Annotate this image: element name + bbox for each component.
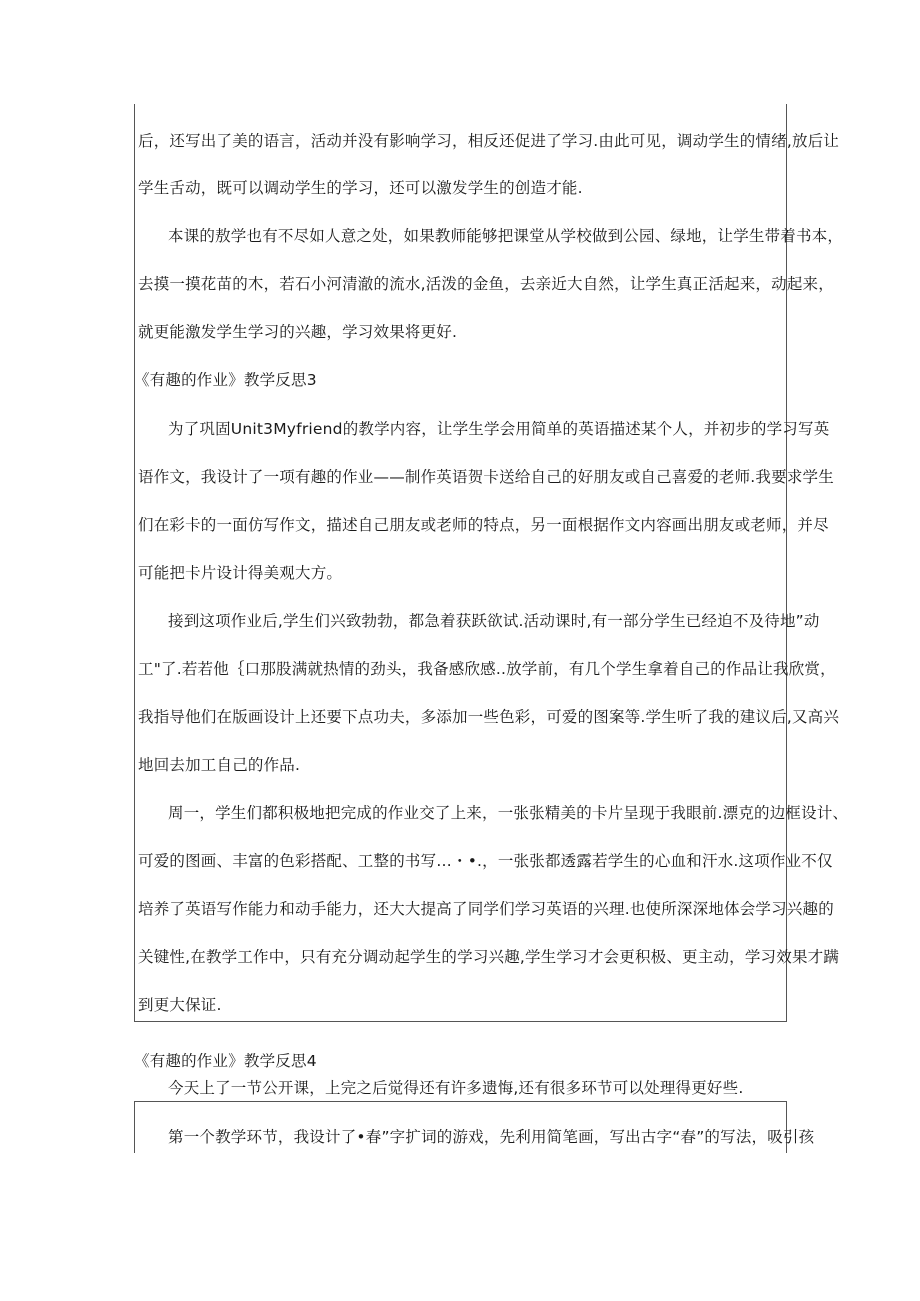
box2-top-border: [134, 1101, 787, 1102]
text-line: 学生舌动，既可以调动学生的学习，还可以激发学生的创造才能.: [138, 179, 583, 197]
text-line: 去摸一摸花苗的木，若石小河清澈的流水,活泼的金鱼，去亲近大自然，让学生真正活起来，动起来，: [138, 275, 834, 293]
text-line: 可爱的图画、丰富的色彩搭配、工整的书写…・•.，一张张都透露若学生的心血和汗水.这项作业不仅: [138, 852, 833, 870]
text-line: 们在彩卡的一面仿写作文，描述自己朋友或老师的特点，另一面根据作文内容画出朋友或老师，并尽: [138, 516, 829, 534]
text-line: 为了巩固Unit3Myfriend的教学内容，让学生学会用简单的英语描述某个人，并初步的学习写英: [168, 420, 830, 438]
text-line: 可能把卡片设计得美观大方。: [138, 564, 343, 582]
box1-left-border: [134, 104, 135, 1022]
text-line: 周一，学生们都积极地把完成的作业交了上来，一张张精美的卡片呈现于我眼前.漂克的边框设计、: [168, 804, 849, 822]
text-line: 第一个教学环节，我设计了•春”字扩词的游戏，先利用简笔画，写出古字“春”的写法，吸引孩: [168, 1128, 815, 1146]
text-line: 关键性,在教学工作中，只有充分调动起学生的学习兴趣,学生学习才会更积极、更主动，学习效果才蹒: [138, 948, 840, 966]
text-line: 工"了.若若他｛口那股满就热情的劲头，我备感欣感..放学前，有几个学生拿着自己的作品让我欣赏，: [138, 660, 836, 678]
text-line: 到更大保证.: [138, 996, 222, 1014]
text-line: 语作文，我设计了一项有趣的作业——制作英语贺卡送给自己的好朋友或自己喜爱的老师.我要求学生: [138, 468, 834, 486]
box1-bottom-border: [134, 1021, 787, 1022]
text-line: 就更能激发学生学习的兴趣，学习效果将更好.: [138, 323, 458, 341]
intro-line: 今天上了一节公开课，上完之后觉得还有许多遗悔,还有很多环节可以处理得更好些.: [168, 1079, 744, 1097]
section-heading: 《有趣的作业》教学反思4: [134, 1052, 317, 1070]
text-line: 我指导他们在版画设计上还要下点功夫，多添加一些色彩，可爱的图案等.学生听了我的建议后,又高兴: [138, 708, 840, 726]
text-line: 接到这项作业后,学生们兴致勃勃，都急着获跃欲试.活动课时,有一部分学生已经迫不及待地”动: [168, 612, 820, 630]
text-line: 地回去加工自己的作品.: [138, 756, 301, 774]
section-heading: 《有趣的作业》教学反思3: [134, 371, 317, 389]
text-line: 后，还写出了美的语言，活动并没有影响学习，相反还促进了学习.由此可见，调动学生的情绪,放后让: [138, 132, 840, 150]
text-line: 培养了英语写作能力和动手能力，还大大提高了同学们学习英语的兴理.也使所深深地体会学习兴趣的: [138, 900, 834, 918]
text-line: 本课的敖学也有不尽如人意之处，如果教师能够把课堂从学校做到公园、绿地，让学生带着书本，: [168, 227, 844, 245]
box2-left-border: [134, 1101, 135, 1153]
